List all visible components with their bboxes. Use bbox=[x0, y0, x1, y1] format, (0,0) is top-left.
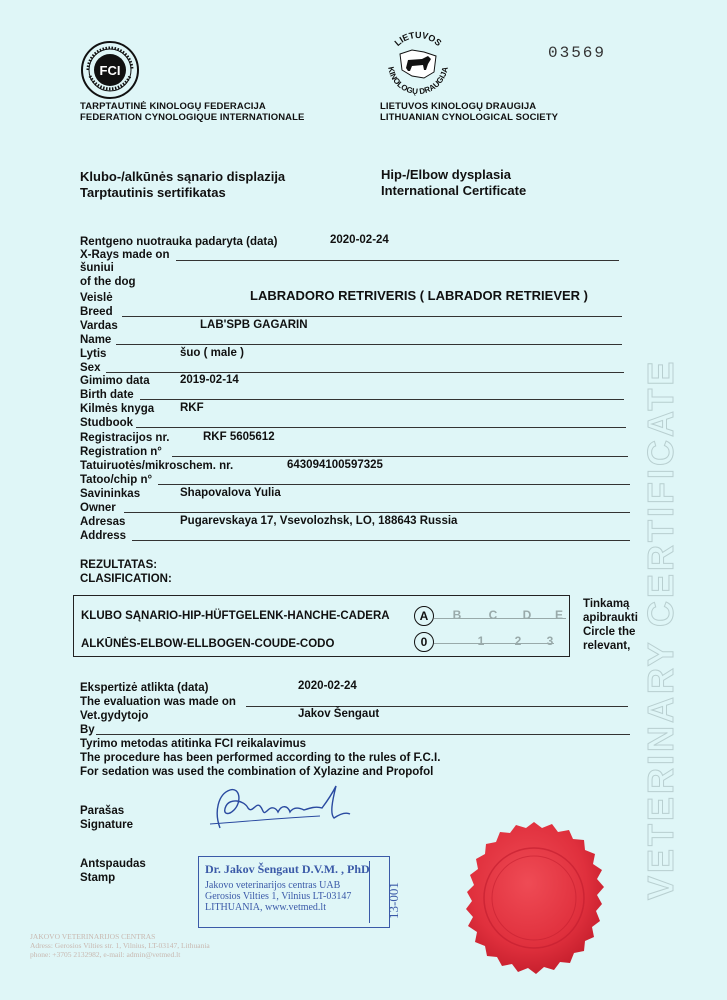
dog-label-en: of the dog bbox=[80, 276, 136, 288]
name-label-en: Name bbox=[80, 334, 112, 346]
vet-stamp bbox=[198, 856, 401, 928]
result-heading-en: CLASIFICATION: bbox=[80, 573, 172, 585]
lkd-logo-bottom-text: KINOLOGŲ DRAUGIJA bbox=[386, 65, 450, 97]
title-lt-line2: Tarptautinis sertifikatas bbox=[80, 185, 226, 200]
xray-value: 2020-02-24 bbox=[330, 234, 389, 246]
name-label-lt: Vardas bbox=[80, 320, 118, 332]
vet-value: Jakov Šengaut bbox=[298, 708, 380, 720]
address-label-lt: Adresas bbox=[80, 516, 126, 528]
fci-logo-text: FCI bbox=[99, 63, 121, 78]
vet-label-en: By bbox=[80, 724, 95, 736]
birth-label-lt: Gimimo data bbox=[80, 375, 150, 387]
studbook-label-en: Studbook bbox=[80, 417, 134, 429]
breed-rule bbox=[122, 316, 622, 317]
lkd-name-lt: LIETUVOS KINOLOGŲ DRAUGIJA bbox=[380, 101, 537, 112]
title-en-line2: International Certificate bbox=[381, 183, 527, 198]
reg-label-en: Registration n° bbox=[80, 446, 162, 458]
sex-label-en: Sex bbox=[80, 362, 101, 374]
elbow-label: ALKŪNĖS-ELBOW-ELLBOGEN-COUDE-CODO bbox=[81, 638, 335, 650]
dog-label-lt: šuniui bbox=[80, 262, 114, 274]
reg-value: RKF 5605612 bbox=[203, 431, 275, 443]
elbow-grade-2: 2 bbox=[514, 634, 522, 648]
xray-label-lt: Rentgeno nuotrauka padaryta (data) bbox=[80, 236, 278, 248]
vet-label-lt: Vet.gydytojo bbox=[80, 710, 149, 722]
eval-date-value: 2020-02-24 bbox=[298, 680, 357, 692]
hip-grade-c: C bbox=[488, 608, 498, 622]
studbook-label-lt: Kilmės knyga bbox=[80, 403, 155, 415]
handwritten-signature-icon bbox=[200, 778, 360, 838]
method-lt: Tyrimo metodas atitinka FCI reikalavimus bbox=[80, 738, 307, 750]
watermark-text: VETERINARY CERTIFICATE bbox=[640, 358, 681, 900]
name-value: LAB'SPB GAGARIN bbox=[200, 319, 308, 331]
fci-logo-icon bbox=[80, 40, 140, 100]
hip-label: KLUBO SĄNARIO-HIP-HÜFTGELENK-HANCHE-CADERA bbox=[81, 610, 390, 622]
serial-number: 03569 bbox=[548, 44, 607, 62]
circle-note-1: Tinkamą bbox=[583, 598, 630, 610]
lkd-name-en: LITHUANIAN CYNOLOGICAL SOCIETY bbox=[380, 112, 559, 123]
stamp-title: Dr. Jakov Šengaut D.V.M. , PhD bbox=[205, 862, 370, 876]
svg-text:LIETUVOS bbox=[393, 30, 444, 48]
owner-label-lt: Savininkas bbox=[80, 488, 141, 500]
title-en-line1: Hip-/Elbow dysplasia bbox=[381, 167, 512, 182]
hip-grade-e: E bbox=[554, 608, 563, 622]
hip-grade-d: D bbox=[522, 608, 532, 622]
elbow-grade-3: 3 bbox=[546, 634, 554, 648]
elbow-grade-0: 0 bbox=[414, 632, 434, 652]
lkd-logo-top-text: LIETUVOS bbox=[392, 29, 444, 49]
circle-note-3: Circle the bbox=[583, 626, 636, 638]
breed-value: LABRADORO RETRIVERIS ( LABRADOR RETRIEVER ) bbox=[250, 288, 589, 303]
owner-rule bbox=[124, 512, 630, 513]
name-rule bbox=[116, 344, 622, 345]
circle-note-2: apibraukti bbox=[583, 612, 638, 624]
fci-name-lt: TARPTAUTINĖ KINOLOGŲ FEDERACIJA bbox=[80, 101, 266, 112]
breed-label-lt: Veislė bbox=[80, 292, 113, 304]
reg-label-lt: Registracijos nr. bbox=[80, 432, 170, 444]
birth-value: 2019-02-14 bbox=[180, 374, 239, 386]
eval-date-label-en: The evaluation was made on bbox=[80, 696, 236, 708]
sex-rule bbox=[106, 372, 624, 373]
reg-rule bbox=[172, 456, 628, 457]
circle-note bbox=[583, 597, 638, 653]
stamp-line2: Gerosios Viltiеs 1, Vilnius LT-03147 bbox=[205, 891, 352, 902]
xray-rule bbox=[176, 260, 619, 261]
fci-name-fr: FEDERATION CYNOLOGIQUE INTERNATIONALE bbox=[80, 112, 305, 123]
sex-value: šuo ( male ) bbox=[180, 347, 244, 359]
classification-box bbox=[73, 595, 570, 657]
owner-value: Shapovalova Yulia bbox=[180, 487, 281, 499]
lkd-dog-logo-icon bbox=[378, 26, 458, 100]
eval-date-label-lt: Ekspertizė atlikta (data) bbox=[80, 682, 209, 694]
stamp-address bbox=[205, 880, 365, 913]
stamp-line1: Jakovo veterinarijos centras UAB bbox=[205, 880, 341, 891]
breed-label-en: Breed bbox=[80, 306, 113, 318]
chip-value: 643094100597325 bbox=[287, 459, 383, 471]
address-rule bbox=[132, 540, 630, 541]
stamp-label-en: Stamp bbox=[80, 872, 116, 884]
result-heading-lt: REZULTATAS: bbox=[80, 559, 158, 571]
stamp-line3: LITHUANIA, www.vetmed.lt bbox=[205, 902, 326, 913]
chip-label-en: Tatoo/chip n° bbox=[80, 474, 153, 486]
signature-label-en: Signature bbox=[80, 819, 134, 831]
signature-label-lt: Parašas bbox=[80, 805, 125, 817]
sedation-note: For sedation was used the combination of Xylazine and Propofol bbox=[80, 766, 434, 778]
footer bbox=[30, 932, 210, 959]
red-wax-seal-icon bbox=[448, 818, 620, 990]
circle-note-4: relevant, bbox=[583, 640, 631, 652]
chip-rule bbox=[158, 484, 630, 485]
studbook-rule bbox=[136, 427, 626, 428]
method-en: The procedure has been performed according to the rules of F.C.I. bbox=[80, 752, 441, 764]
footer-line3: phone: +3705 2132982, e-mail: admin@vetmed.lt bbox=[30, 950, 181, 959]
birth-label-en: Birth date bbox=[80, 389, 134, 401]
footer-line1: JAKOVO VETERINARIJOS CENTRAS bbox=[30, 932, 156, 941]
elbow-grade-strike bbox=[434, 643, 554, 644]
chip-label-lt: Tatuiruotės/mikroschem. nr. bbox=[80, 460, 234, 472]
xray-label-en: X-Rays made on bbox=[80, 249, 170, 261]
sex-label-lt: Lytis bbox=[80, 348, 107, 360]
address-value: Pugarevskaya 17, Vsevolozhsk, LO, 188643 Russia bbox=[180, 515, 458, 527]
eval-date-rule bbox=[246, 706, 628, 707]
title-lt-line1: Klubo-/alkūnės sąnario displazija bbox=[80, 169, 286, 184]
address-label-en: Address bbox=[80, 530, 127, 542]
stamp-number-box bbox=[369, 861, 401, 923]
birth-rule bbox=[140, 399, 624, 400]
vet-rule bbox=[96, 734, 630, 735]
hip-grade-b: B bbox=[452, 608, 462, 622]
owner-label-en: Owner bbox=[80, 502, 116, 514]
footer-line2: Adress: Gerosios Vilties str. 1, Vilnius, LT-03147, Lithuania bbox=[30, 941, 210, 950]
elbow-grade-1: 1 bbox=[477, 634, 485, 648]
studbook-value: RKF bbox=[180, 402, 204, 414]
stamp-label-lt: Antspaudas bbox=[80, 858, 146, 870]
hip-grade-a: A bbox=[414, 606, 434, 626]
stamp-number: 13-001 bbox=[386, 882, 401, 919]
